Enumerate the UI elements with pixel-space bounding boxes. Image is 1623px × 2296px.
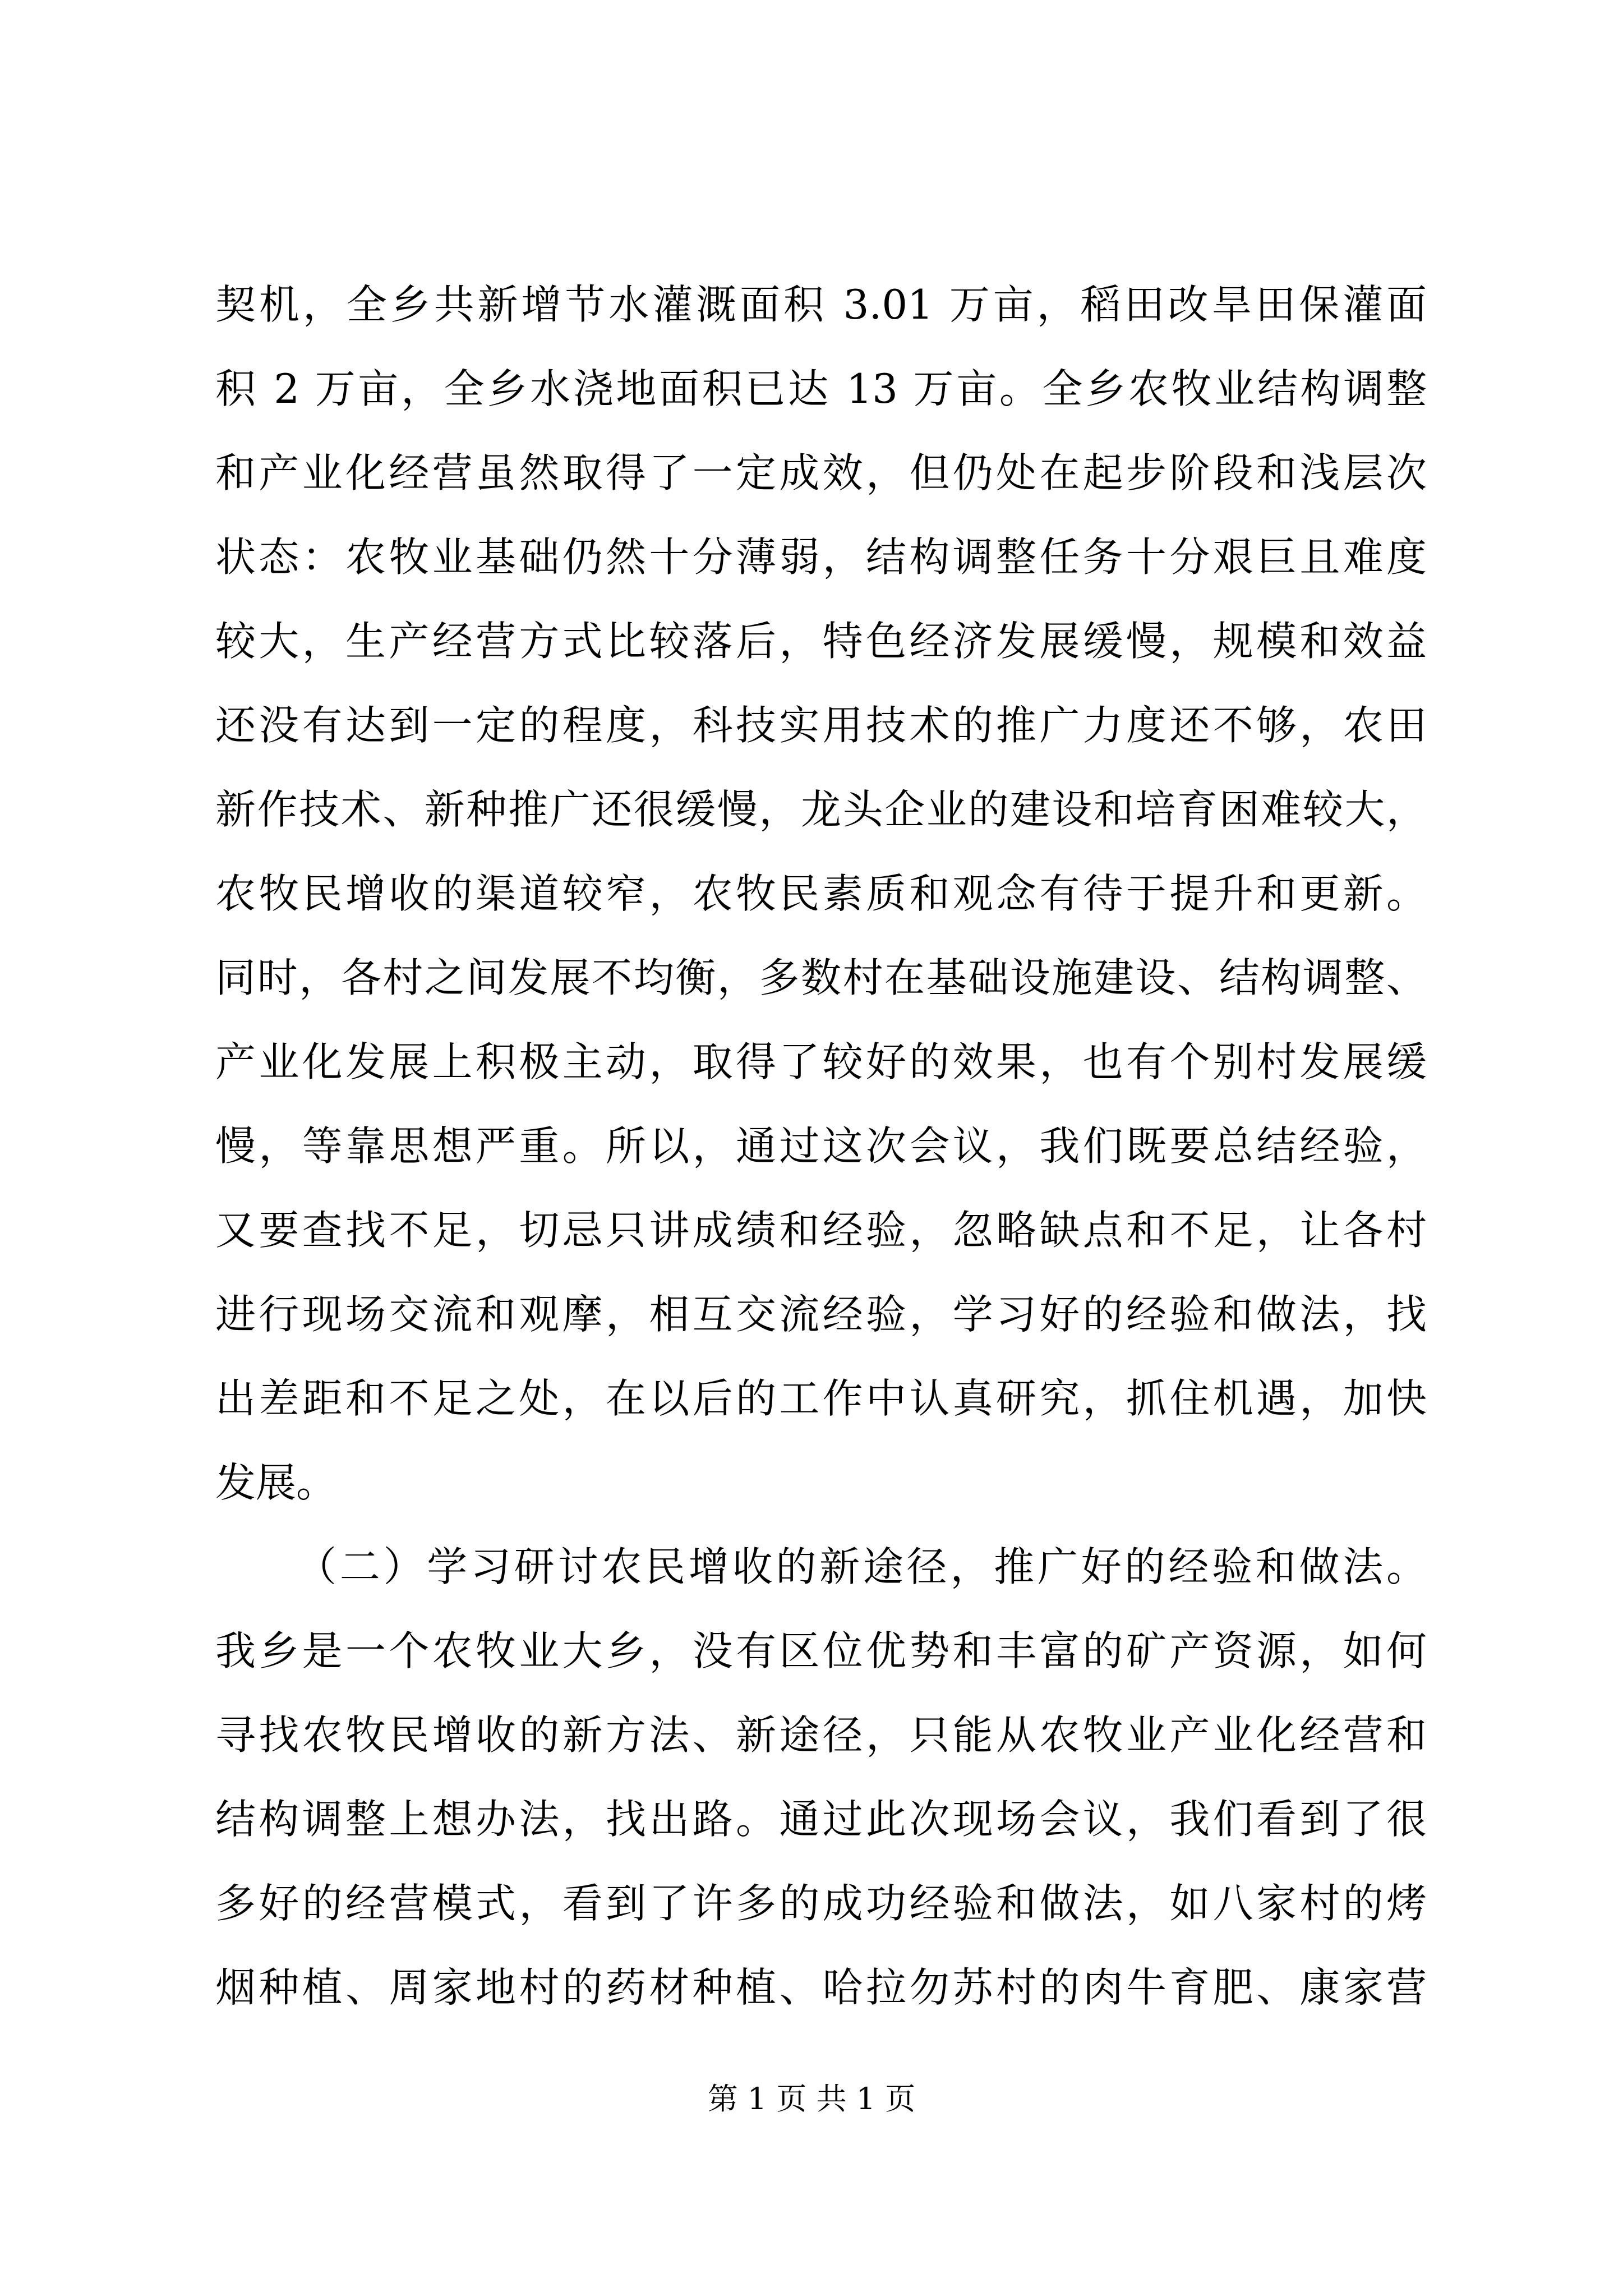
section-heading: （二）学习研讨农民增收的新途径，推广好的经验和做法。 bbox=[296, 1543, 1427, 1590]
text-line: 和产业化经营虽然取得了一定成效，但仍处在起步阶段和浅层次 bbox=[215, 449, 1427, 496]
text-line: 进行现场交流和观摩，相互交流经验，学习好的经验和做法，找 bbox=[215, 1291, 1427, 1338]
text-line: 出差距和不足之处，在以后的工作中认真研究，抓住机遇，加快 bbox=[215, 1375, 1427, 1422]
text-line: 积 2 万亩，全乡水浇地面积已达 13 万亩。全乡农牧业结构调整 bbox=[215, 365, 1427, 412]
text-line: 多好的经营模式，看到了许多的成功经验和做法，如八家村的烤 bbox=[215, 1880, 1427, 1927]
text-line: 产业化发展上积极主动，取得了较好的效果，也有个别村发展缓 bbox=[215, 1038, 1427, 1085]
text-line: 烟种植、周家地村的药材种植、哈拉勿苏村的肉牛育肥、康家营 bbox=[215, 1964, 1427, 2011]
text-line: 又要查找不足，切忌只讲成绩和经验，忽略缺点和不足，让各村 bbox=[215, 1207, 1427, 1254]
text-line: 较大，生产经营方式比较落后，特色经济发展缓慢，规模和效益 bbox=[215, 618, 1427, 665]
text-line: 结构调整上想办法，找出路。通过此次现场会议，我们看到了很 bbox=[215, 1796, 1427, 1843]
text-line: 慢，等靠思想严重。所以，通过这次会议，我们既要总结经验， bbox=[215, 1122, 1427, 1170]
text-line: 契机，全乡共新增节水灌溉面积 3.01 万亩，稻田改旱田保灌面 bbox=[215, 281, 1427, 328]
text-line: 还没有达到一定的程度，科技实用技术的推广力度还不够，农田 bbox=[215, 702, 1427, 749]
page-number-footer: 第 1 页 共 1 页 bbox=[707, 2081, 916, 2116]
text-line: 发展。 bbox=[215, 1459, 337, 1506]
text-line: 我乡是一个农牧业大乡，没有区位优势和丰富的矿产资源，如何 bbox=[215, 1627, 1427, 1674]
text-line: 新作技术、新种推广还很缓慢，龙头企业的建设和培育困难较大， bbox=[215, 786, 1427, 833]
text-line: 农牧民增收的渠道较窄，农牧民素质和观念有待于提升和更新。 bbox=[215, 870, 1427, 917]
text-line: 同时，各村之间发展不均衡，多数村在基础设施建设、结构调整、 bbox=[215, 954, 1427, 1001]
text-line: 状态：农牧业基础仍然十分薄弱，结构调整任务十分艰巨且难度 bbox=[215, 533, 1427, 581]
text-line: 寻找农牧民增收的新方法、新途径，只能从农牧业产业化经营和 bbox=[215, 1711, 1427, 1759]
